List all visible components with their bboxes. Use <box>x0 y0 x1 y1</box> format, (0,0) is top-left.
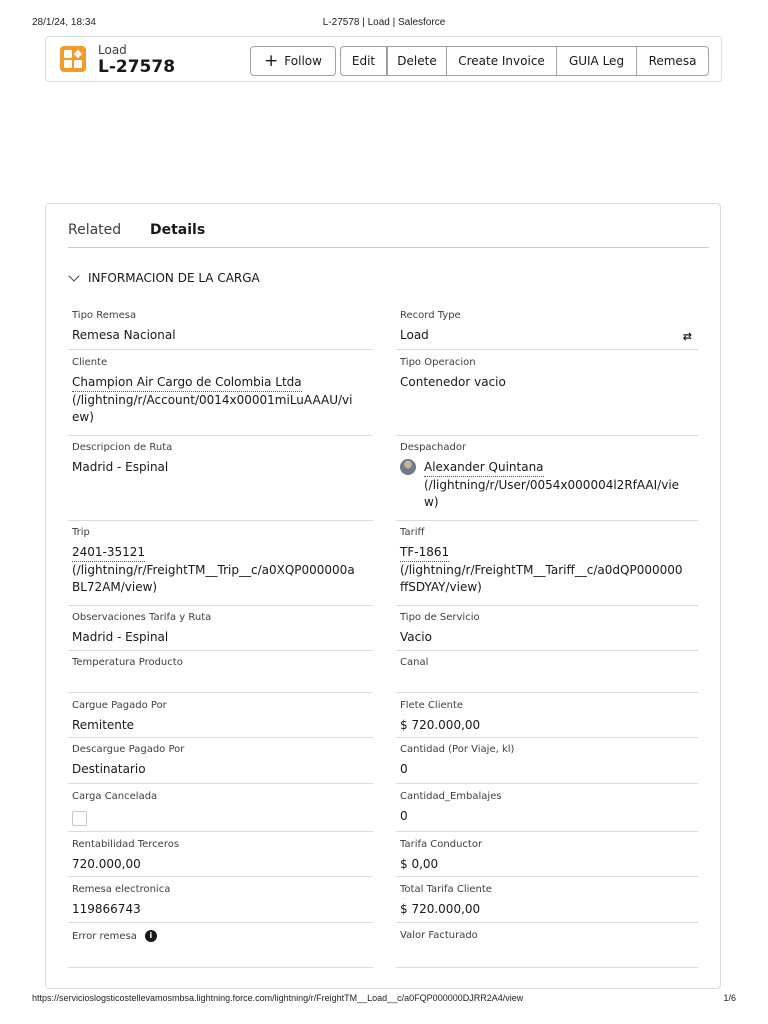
field-value <box>72 374 352 426</box>
field-label: Cantidad_Embalajes <box>400 791 502 802</box>
field-temperatura <box>68 657 373 693</box>
trip-url-line1: (/lightning/r/FreightTM__Trip__c/a0XQP000000a <box>72 563 355 577</box>
field-observaciones <box>68 612 373 651</box>
field-despachador <box>396 442 698 521</box>
field-cantidad-viaje <box>396 744 698 784</box>
field-label: Descripcion de Ruta <box>72 442 173 453</box>
field-label: Cantidad (Por Viaje, kl) <box>400 744 515 755</box>
field-label: Temperatura Producto <box>72 657 183 668</box>
create-invoice-button[interactable]: Create Invoice <box>446 46 557 76</box>
field-descripcion-ruta <box>68 442 373 521</box>
record-tabs <box>68 222 709 248</box>
tariff-url-line2: ffSDYAY/view) <box>400 580 482 594</box>
plus-icon: + <box>264 50 279 71</box>
field-flete-cliente <box>396 700 698 738</box>
field-trip <box>68 527 373 606</box>
despachador-link[interactable]: Alexander Quintana <box>424 459 544 477</box>
error-remesa-label: Error remesa <box>72 931 137 942</box>
field-value: $ 720.000,00 <box>400 902 481 916</box>
info-icon[interactable]: i <box>145 930 157 942</box>
field-value <box>400 544 683 596</box>
field-tariff <box>396 527 698 606</box>
field-label: Cliente <box>72 357 108 368</box>
guia-leg-button[interactable]: GUIA Leg <box>556 46 637 76</box>
field-canal <box>396 657 698 693</box>
field-label: Flete Cliente <box>400 700 464 711</box>
field-value: 0 <box>400 762 408 776</box>
tab-details[interactable]: Details <box>150 222 206 238</box>
field-label: Tipo Remesa <box>72 310 137 321</box>
object-type-label: Load <box>98 43 127 57</box>
field-label: Valor Facturado <box>400 930 478 941</box>
section-title: INFORMACION DE LA CARGA <box>88 271 260 285</box>
print-url: https://servicioslogsticostellevamosmbsa.lightning.force.com/lightning/r/FreightTM__Load__c/a0FQP000000DJRR2A4/view <box>32 993 524 1003</box>
field-rentabilidad <box>68 839 373 877</box>
field-label: Cargue Pagado Por <box>72 700 167 711</box>
cliente-link[interactable]: Champion Air Cargo de Colombia Ltda <box>72 374 302 392</box>
field-valor-facturado <box>396 930 698 968</box>
field-cliente <box>68 357 373 436</box>
field-value: Load <box>400 328 429 342</box>
field-label: Carga Cancelada <box>72 791 158 802</box>
field-value: Remitente <box>72 718 134 732</box>
field-value <box>424 459 679 511</box>
field-value: Madrid - Espinal <box>72 460 169 474</box>
field-carga-cancelada <box>68 791 373 832</box>
field-label: Record Type <box>400 310 461 321</box>
field-record-type <box>396 310 698 350</box>
field-label: Trip <box>72 527 90 538</box>
field-label: Despachador <box>400 442 467 453</box>
print-datetime: 28/1/24, 18:34 <box>32 17 96 28</box>
details-card <box>45 203 721 989</box>
tariff-url-line1: (/lightning/r/FreightTM__Tariff__c/a0dQP000000 <box>400 563 683 577</box>
carga-cancelada-checkbox[interactable] <box>72 811 87 826</box>
field-cantidad-embalajes <box>396 791 698 832</box>
field-value: Madrid - Espinal <box>72 630 169 644</box>
follow-button[interactable] <box>250 46 336 76</box>
field-tarifa-conductor <box>396 839 698 877</box>
follow-label: Follow <box>284 54 322 68</box>
field-total-tarifa <box>396 884 698 923</box>
field-value: Destinatario <box>72 762 146 776</box>
field-label <box>72 930 157 942</box>
field-label: Tipo Operacion <box>400 357 476 368</box>
field-label: Canal <box>400 657 429 668</box>
field-value: $ 720.000,00 <box>400 718 481 732</box>
field-cargue-pagado <box>68 700 373 738</box>
field-label: Total Tarifa Cliente <box>400 884 492 895</box>
tab-related[interactable]: Related <box>68 222 122 238</box>
record-name: L-27578 <box>98 57 176 77</box>
field-label: Descargue Pagado Por <box>72 744 185 755</box>
field-value: 119866743 <box>72 902 141 916</box>
edit-button[interactable]: Edit <box>340 46 387 76</box>
trip-link[interactable]: 2401-35121 <box>72 544 145 562</box>
field-label: Observaciones Tarifa y Ruta <box>72 612 212 623</box>
field-label: Rentabilidad Terceros <box>72 839 180 850</box>
field-tipo-remesa <box>68 310 373 350</box>
trip-url-line2: BL72AM/view) <box>72 580 158 594</box>
record-highlights-panel <box>45 36 722 82</box>
chevron-down-icon <box>68 270 79 281</box>
despachador-url-line1: (/lightning/r/User/0054x000004l2RfAAI/vie <box>424 478 680 492</box>
field-value: Contenedor vacio <box>400 375 506 389</box>
section-toggle[interactable] <box>68 271 260 285</box>
field-value: Vacio <box>400 630 432 644</box>
field-remesa-electronica <box>68 884 373 923</box>
load-object-icon <box>60 46 86 72</box>
field-value <box>72 544 355 596</box>
field-tipo-operacion <box>396 357 698 436</box>
print-title: L-27578 | Load | Salesforce <box>322 17 446 28</box>
despachador-url-line2: w) <box>424 495 439 509</box>
field-value: Remesa Nacional <box>72 328 176 342</box>
field-value: 720.000,00 <box>72 857 141 871</box>
tariff-link[interactable]: TF-1861 <box>400 544 449 562</box>
field-value: 0 <box>400 809 408 823</box>
cliente-url-line1: (/lightning/r/Account/0014x00001miLuAAAU/vi <box>72 393 353 407</box>
field-label: Tipo de Servicio <box>400 612 480 623</box>
field-error-remesa <box>68 930 373 968</box>
field-value: $ 0,00 <box>400 857 439 871</box>
cliente-url-line2: ew) <box>72 410 94 424</box>
field-label: Remesa electronica <box>72 884 171 895</box>
avatar <box>400 459 416 475</box>
field-label: Tariff <box>400 527 425 538</box>
field-tipo-servicio <box>396 612 698 651</box>
delete-button[interactable]: Delete <box>387 46 447 76</box>
remesa-button[interactable]: Remesa <box>636 46 709 76</box>
field-label: Tarifa Conductor <box>400 839 483 850</box>
print-page-number: 1/6 <box>723 993 736 1003</box>
change-record-type-icon[interactable]: ⇄ <box>682 330 692 343</box>
field-descargue-pagado <box>68 744 373 784</box>
